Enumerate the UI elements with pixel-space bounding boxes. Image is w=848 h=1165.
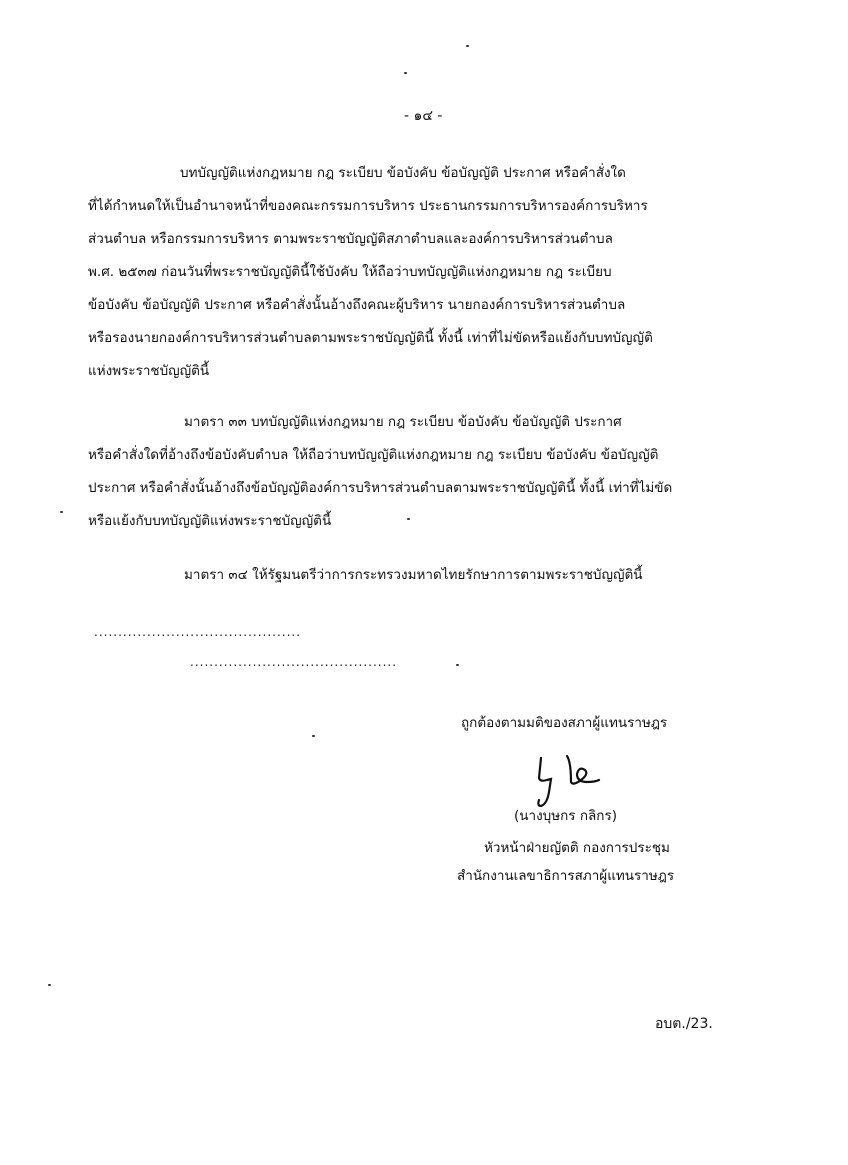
document-reference: อบต./23. bbox=[655, 1016, 713, 1032]
scan-speck bbox=[407, 518, 410, 520]
dotted-line-1: ........................................... bbox=[94, 625, 302, 639]
section33-line2: หรือคำสั่งใดที่อ้างถึงข้อบังคับตำบล ให้ถือว่าบทบัญญัติแห่งกฎหมาย กฎ ระเบียบ ข้อบังคับ ข้อบัญญัติ bbox=[88, 447, 659, 463]
section33-line3: ประกาศ หรือคำสั่งนั้นอ้างถึงข้อบัญญัติองค์การบริหารส่วนตำบลตามพระราชบัญญัตินี้ ทั้งนี้ เท่าที่ไม่ขัด bbox=[88, 480, 673, 496]
section33-line4: หรือแย้งกับบทบัญญัติแห่งพระราชบัญญัตินี้ bbox=[88, 513, 332, 529]
certification-text: ถูกต้องตามมติของสภาผู้แทนราษฎร bbox=[461, 715, 668, 731]
paragraph1-line5: ข้อบังคับ ข้อบัญญัติ ประกาศ หรือคำสั่งนั้นอ้างถึงคณะผู้บริหาร นายกองค์การบริหารส่วนตำบล bbox=[88, 297, 626, 313]
scan-speck bbox=[456, 664, 459, 666]
section34-line: มาตรา ๓๔ ให้รัฐมนตรีว่าการกระทรวงมหาดไทยรักษาการตามพระราชบัญญัตินี้ bbox=[184, 567, 643, 583]
signatory-office: สำนักงานเลขาธิการสภาผู้แทนราษฎร bbox=[457, 868, 675, 884]
signatory-name: (นางบุษกร กลิกร) bbox=[514, 808, 617, 824]
handwritten-signature bbox=[527, 752, 617, 812]
dotted-line-2: ........................................... bbox=[190, 655, 398, 669]
scan-speck bbox=[466, 45, 469, 47]
paragraph1-line7: แห่งพระราชบัญญัตินี้ bbox=[88, 363, 210, 379]
scan-speck bbox=[48, 984, 51, 986]
scan-speck bbox=[312, 735, 315, 737]
signatory-title: หัวหน้าฝ่ายญัตติ กองการประชุม bbox=[484, 840, 670, 856]
page-number: - ๑๔ - bbox=[404, 108, 443, 124]
section33-line1: มาตรา ๓๓ บทบัญญัติแห่งกฎหมาย กฎ ระเบียบ ข้อบังคับ ข้อบัญญัติ ประกาศ bbox=[184, 414, 622, 430]
scan-speck bbox=[60, 511, 63, 513]
paragraph1-line2: ที่ได้กำหนดให้เป็นอำนาจหน้าที่ของคณะกรรมการบริหาร ประธานกรรมการบริหารองค์การบริหาร bbox=[88, 198, 648, 214]
paragraph1-line6: หรือรองนายกองค์การบริหารส่วนตำบลตามพระราชบัญญัตินี้ ทั้งนี้ เท่าที่ไม่ขัดหรือแย้งกับบทบัญญัติ bbox=[88, 330, 653, 346]
paragraph1-line4: พ.ศ. ๒๕๓๗ ก่อนวันที่พระราชบัญญัตินี้ใช้บังคับ ให้ถือว่าบทบัญญัติแห่งกฎหมาย กฎ ระเบียบ bbox=[88, 264, 612, 280]
paragraph1-line1: บทบัญญัติแห่งกฎหมาย กฎ ระเบียบ ข้อบังคับ ข้อบัญญัติ ประกาศ หรือคำสั่งใด bbox=[180, 165, 626, 181]
scan-speck bbox=[404, 72, 407, 74]
paragraph1-line3: ส่วนตำบล หรือกรรมการบริหาร ตามพระราชบัญญัติสภาตำบลและองค์การบริหารส่วนตำบล bbox=[88, 231, 613, 247]
